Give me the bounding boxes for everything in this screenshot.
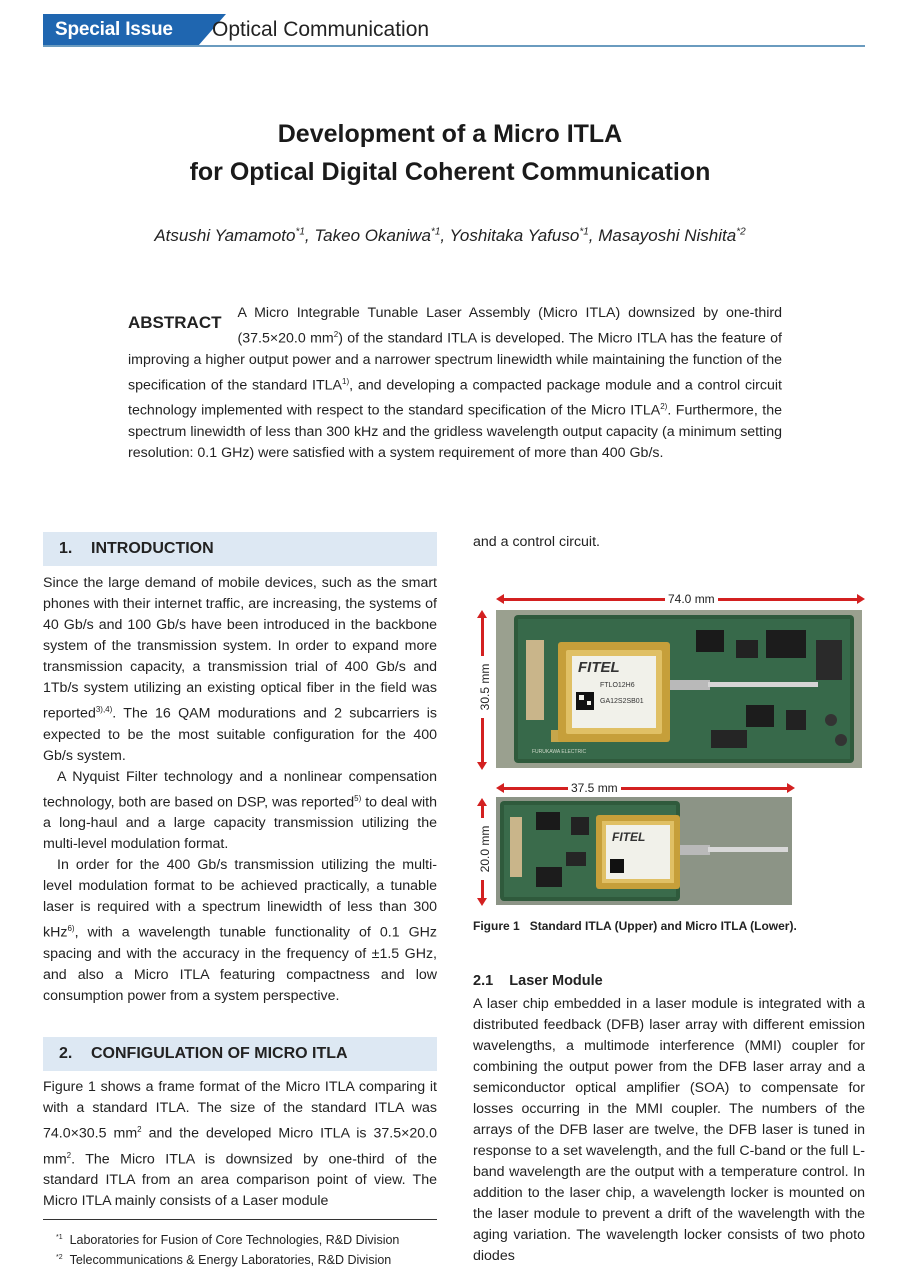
figure-caption-text: Standard ITLA (Upper) and Micro ITLA (Lower).: [529, 919, 797, 933]
reference-mark: 3),4): [95, 705, 113, 714]
footnote-text: Laboratories for Fusion of Core Technologies, R&D Division: [69, 1233, 400, 1248]
arrow-head: [477, 762, 487, 770]
micro-itla-image: [496, 797, 792, 905]
footnote-2: [56, 1249, 399, 1269]
fitel-logo-text: FITEL: [578, 659, 620, 676]
abstract-text-2: ) of the standard ITLA is developed. The Micro ITLA has the feature of improving a higher output power and a narrower spectrum linewidth while maintaining the function of the specification of the standard ITLA: [128, 330, 782, 394]
title-line-2: for Optical Digital Coherent Communication: [189, 158, 711, 186]
dimension-label-lower-height: 20.0 mm: [478, 818, 492, 880]
right-column-continuation: [473, 532, 865, 553]
section-title-text: INTRODUCTION: [91, 540, 214, 557]
fitel-logo-text-lower: FITEL: [612, 830, 646, 844]
footnote-mark: *1: [56, 1234, 63, 1241]
paragraph: A laser chip embedded in a laser module is integrated with a distributed feedback (DFB) laser array with different emission wavelengths, a multimode interference (MMI) coupler for combining the output power from the DFB laser array and a semiconductor optical amplifier (SOA) to compensate for losses occurring in the MMI coupler. The numbers of the arrays of the DFB laser are twelve, the DFB laser is tuned in response to a set wavelength, and the full C-band or the full L-band wavelength are the output with a temperature control. In addition to the laser chip, a wavelength locker is mounted on the laser module to prevent a drift of the wavelength with the aging variation. The wavelength locker consists of two photo diodes: [473, 996, 865, 1264]
abstract-sup: 2: [333, 330, 339, 339]
arrow-head: [857, 594, 865, 604]
figure-caption: [473, 919, 797, 933]
paragraph-text: In order for the 400 Gb/s transmission utilizing the multi-level modulation format to be achieved practically, a tunable laser is required with a spectrum linewidth of less than 300 kHz: [43, 857, 437, 942]
module-label-1: FTLO12H6: [600, 682, 635, 689]
reference-mark: 6): [67, 924, 75, 934]
paper-title: [0, 115, 900, 191]
arrow-head: [496, 594, 504, 604]
dimension-label-lower-width: 37.5 mm: [568, 781, 621, 795]
abstract-ref-2: 2): [660, 402, 668, 412]
title-line-1: Development of a Micro ITLA: [277, 120, 623, 148]
dimension-label-upper-width: 74.0 mm: [665, 592, 718, 606]
laser-module-body: [473, 994, 865, 1267]
footnote-mark: *2: [56, 1254, 63, 1262]
superscript: 2: [66, 1150, 72, 1160]
micro-itla-photo: [496, 797, 792, 905]
header-bar: [43, 14, 865, 46]
section-heading-configuration: [43, 1037, 437, 1071]
arrow-head: [477, 898, 487, 906]
paragraph-text: A Nyquist Filter technology and a nonlinear compensation technology, both are based on DSP, was reported: [43, 768, 437, 811]
header-rule: [43, 45, 865, 47]
section-title-text: CONFIGULATION OF MICRO ITLA: [91, 1045, 348, 1062]
author-3-mark: *1: [579, 226, 589, 238]
footnote-rule: [43, 1219, 437, 1220]
author-1: Atsushi Yamamoto: [154, 226, 296, 245]
paragraph-text: to deal with a long-haul and a large capacity transmission utilizing the multi-level modulation format.: [43, 794, 438, 853]
reference-mark: 5): [354, 793, 362, 803]
module-label-2: GA12S2SB01: [600, 698, 644, 705]
author-2-mark: *1: [430, 226, 441, 238]
abstract-text-3: , and developing a compacted package module and a control circuit technology implemented with respect to the standard specification of the Micro ITLA: [128, 377, 782, 420]
abstract-label: ABSTRACT: [128, 313, 222, 332]
standard-itla-photo: [496, 610, 862, 768]
abstract-text-4: . Furthermore, the spectrum linewidth of less than 300 kHz and the gridless wavelength output capacity (a minimum setting resolution: 0.1 GHz) were satisfied with a system requirement of more than 400 Gb/s.: [128, 403, 782, 462]
paragraph-text: Figure 1 shows a frame format of the Micro ITLA comparing it with a standard ITLA. The size of the standard ITLA was 74.0×30.5 mm: [43, 1079, 437, 1142]
paragraph: [43, 573, 437, 767]
footnote-text: Telecommunications & Energy Laboratories, R&D Division: [69, 1253, 392, 1268]
abstract: [128, 303, 782, 464]
superscript: 2: [137, 1125, 142, 1134]
section-title: Optical Communication: [212, 18, 430, 41]
special-issue-badge: [43, 14, 198, 46]
author-3: Yoshitaka Yafuso: [449, 226, 580, 245]
abstract-ref-1: 1): [342, 376, 350, 386]
subsection-heading-laser-module: 2.1 Laser Module: [473, 973, 603, 989]
paragraph-text: and the developed Micro ITLA is 37.5×20.0 mm: [43, 1125, 437, 1168]
standard-itla-image: [496, 610, 862, 768]
dimension-label-upper-height: 30.5 mm: [478, 656, 492, 718]
author-4-mark: *2: [736, 226, 746, 238]
arrow-head: [496, 783, 504, 793]
author-4: Masayoshi Nishita: [598, 226, 737, 245]
footnotes: [56, 1229, 399, 1269]
configuration-body: [43, 1077, 437, 1212]
figure-number: Figure 1: [473, 919, 520, 933]
paragraph-text: , with a wavelength tunable functionality of 0.1 GHz spacing and with the accuracy in the frequency of ±1.5 GHz, and also a Micro ITLA featuring compactness and low consumption power from a system perspective.: [43, 925, 437, 1005]
section-number: 2.: [59, 1045, 73, 1062]
paragraph: [43, 1077, 437, 1212]
author-list: Atsushi Yamamoto$^{*1}$, Takeo Okaniwa$^{*1}$, Yoshitaka Yafuso$^{*1}$, Masayoshi Nishita$^{*2}$: [154, 226, 746, 245]
paragraph-text: Since the large demand of mobile devices, such as the smart phones with their internet traffic, are increasing, the systems of 40 Gb/s and 100 Gb/s have been introduced in the backbone system of the transmission system. In order to expand more transmission capacity, a transmission trial of 400 Gb/s and 1Tb/s system utilizing an existing optical fiber in the field was reported: [43, 575, 437, 722]
paragraph: [43, 767, 437, 856]
arrow-head: [477, 610, 487, 618]
arrow-head: [477, 798, 487, 806]
footnote-1: [56, 1229, 399, 1249]
author-2: Takeo Okaniwa: [314, 226, 431, 245]
paragraph-text: . The 16 QAM modurations and 2 subcarriers is expected to be the most suitable configuration for the 400 Gb/s system.: [43, 705, 437, 764]
paragraph-text: . The Micro ITLA is downsized by one-third of the standard ITLA from an area comparison point of view. The Micro ITLA mainly consists of a Laser module: [43, 1151, 437, 1210]
section-number: 1.: [59, 540, 73, 557]
arrow-head: [787, 783, 795, 793]
width-arrow-lower: [500, 787, 790, 790]
section-heading-introduction: [43, 532, 437, 566]
special-issue-label: Special Issue: [55, 19, 173, 40]
paragraph: and a control circuit.: [473, 534, 600, 550]
abstract-text-1: A Micro Integrable Tunable Laser Assembly (Micro ITLA) downsized by one-third (37.5×20.0 mm: [237, 305, 782, 347]
author-1-mark: *1: [295, 226, 305, 238]
maker-label: FURUKAWA ELECTRIC: [532, 749, 587, 755]
paragraph: [43, 855, 437, 1007]
introduction-body: [43, 573, 437, 1007]
